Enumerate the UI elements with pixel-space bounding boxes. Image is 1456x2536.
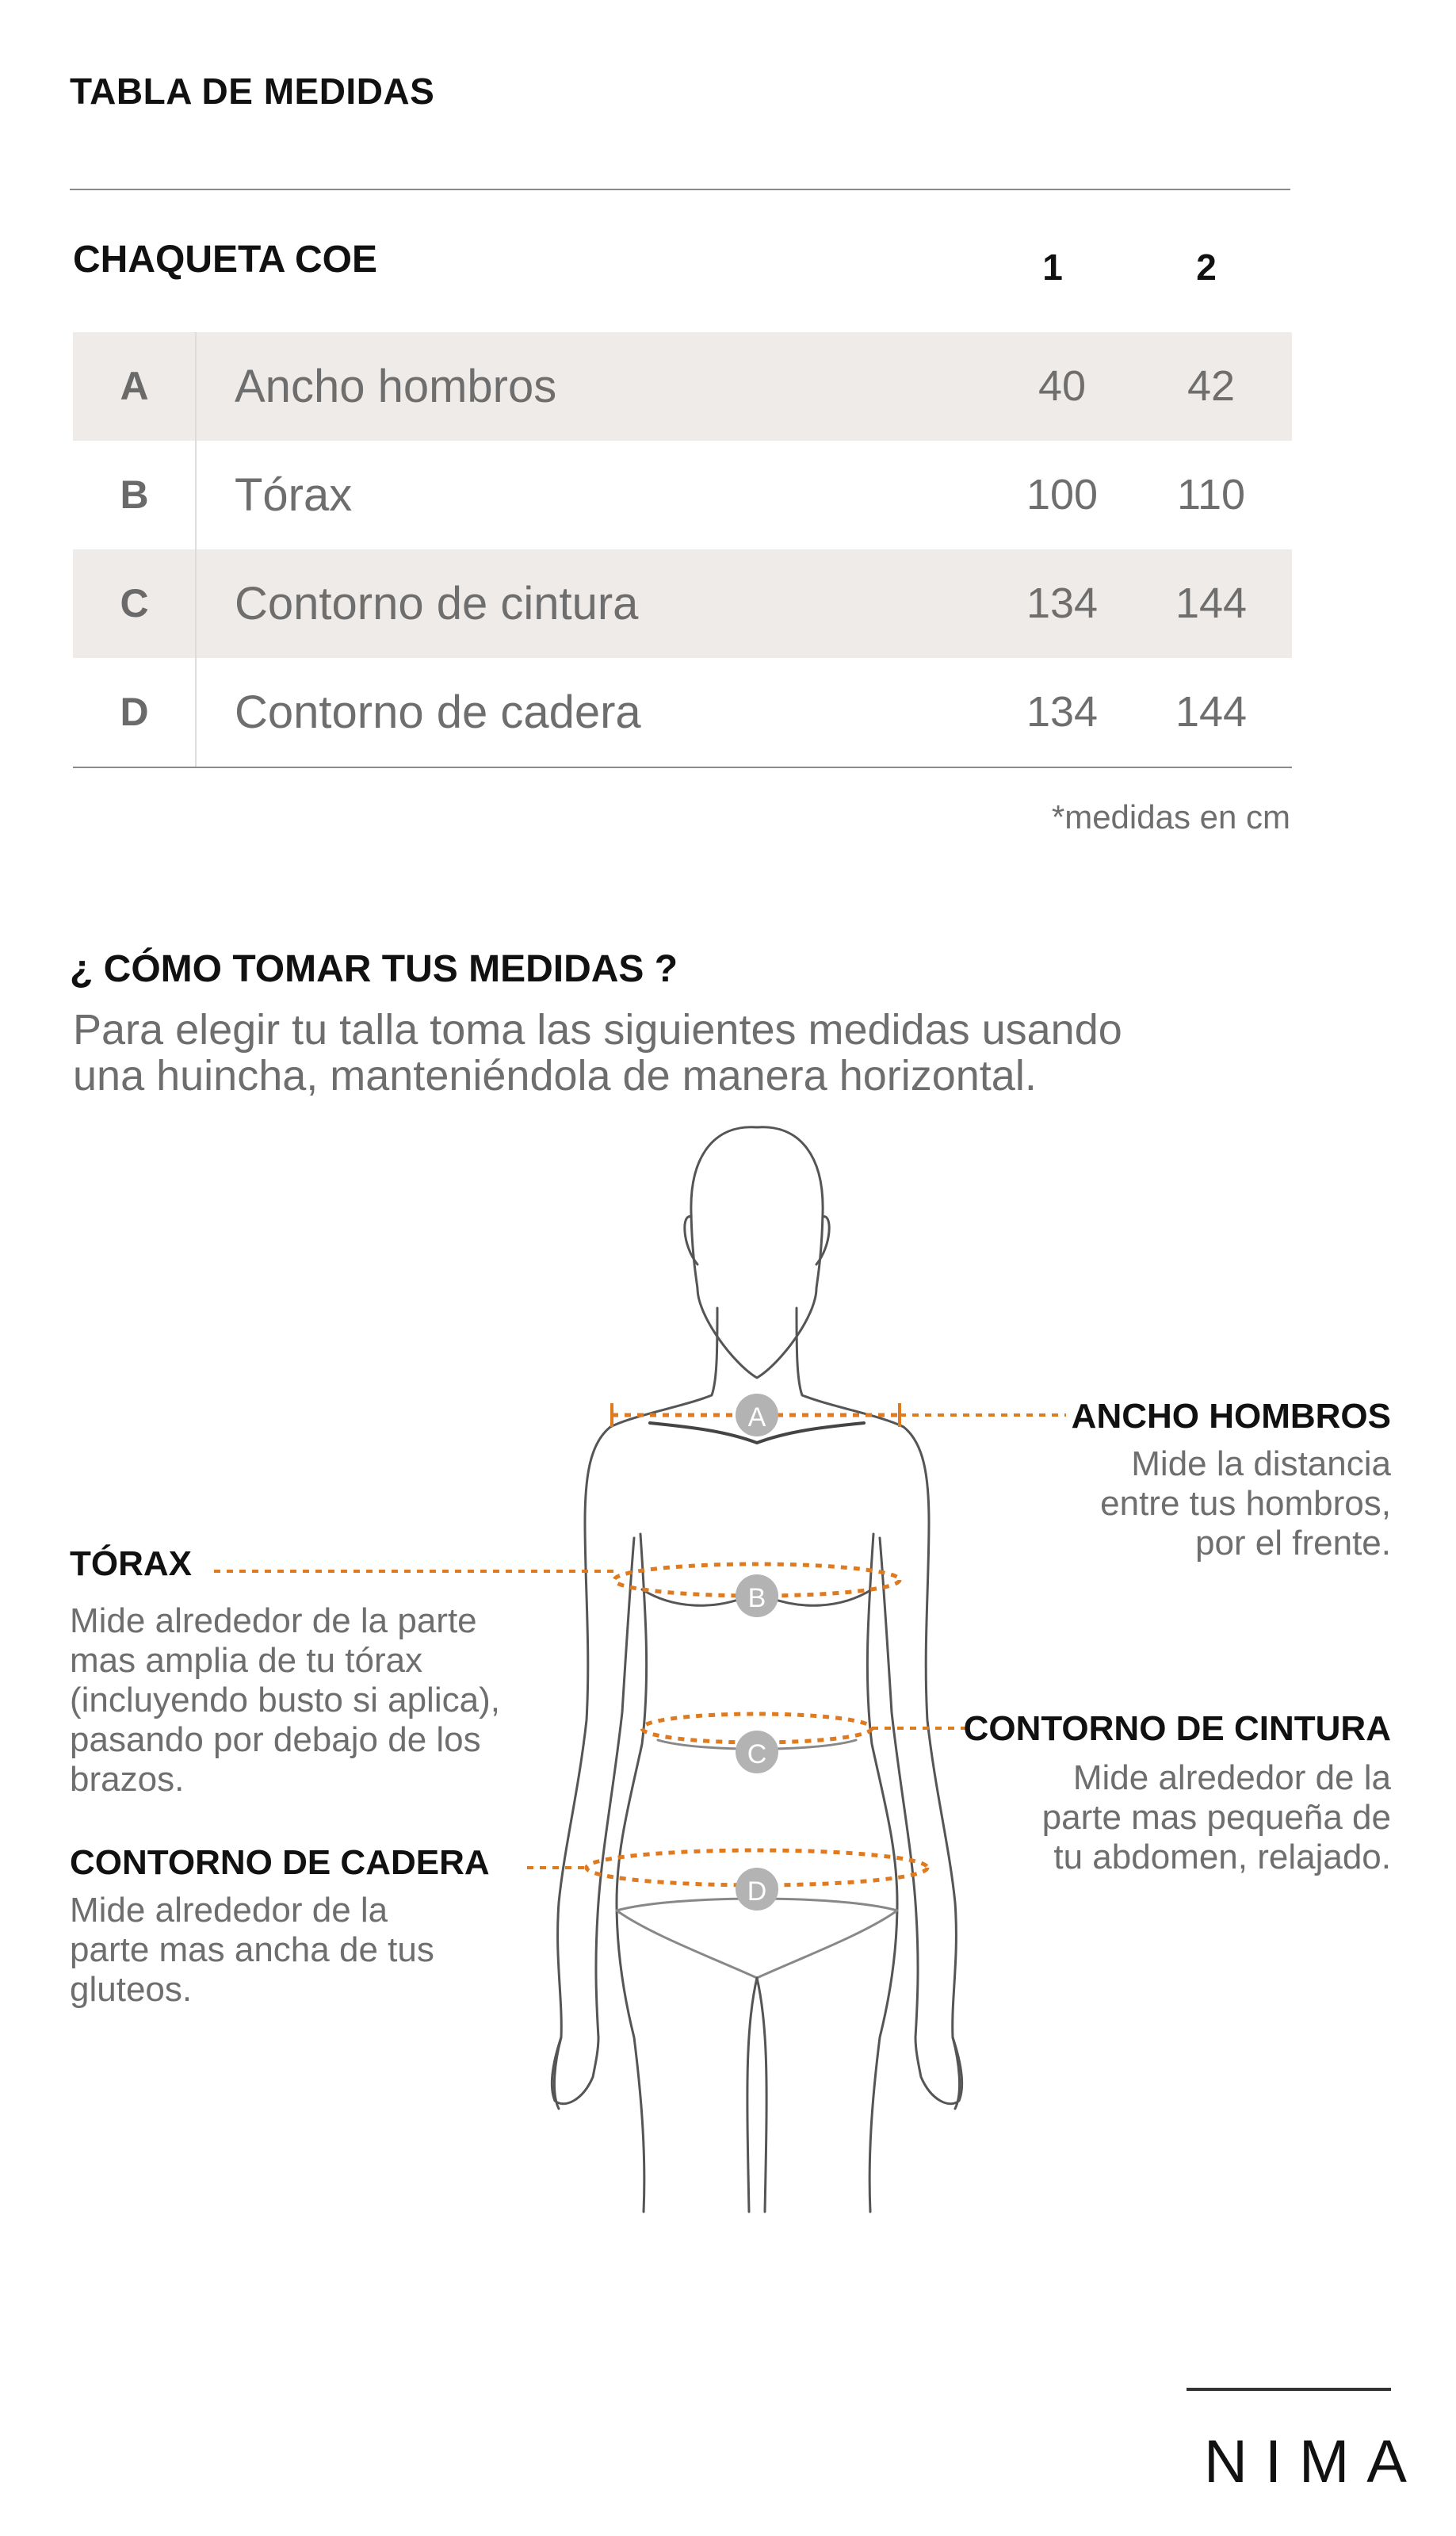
shoulders-label: ANCHO HOMBROS (1071, 1397, 1391, 1436)
description-line: pasando por debajo de los (70, 1720, 481, 1759)
row-name: Tórax (235, 469, 353, 521)
section-title: ¿ CÓMO TOMAR TUS MEDIDAS ? (70, 948, 678, 990)
row-value-size-1: 134 (1026, 688, 1099, 736)
description-line: por el frente. (1194, 1524, 1391, 1563)
description-line: entre tus hombros, (1100, 1484, 1391, 1523)
description-line: tu abdomen, relajado. (1053, 1838, 1391, 1876)
marker-a (736, 1394, 778, 1436)
description-line: Mide alrededor de la parte (70, 1601, 477, 1640)
row-letter: D (120, 690, 149, 734)
intro-line: una huincha, manteniéndola de manera horizontal. (73, 1052, 1037, 1100)
row-value-size-2: 144 (1175, 579, 1248, 627)
description-line: Mide alrededor de la (70, 1891, 388, 1930)
product-name: CHAQUETA COE (73, 239, 377, 281)
description-line: Mide alrededor de la (1072, 1758, 1391, 1797)
shoulders-description (1100, 1444, 1391, 1563)
waist-description (1042, 1758, 1391, 1877)
marker-c (736, 1731, 778, 1773)
description-line: parte mas ancha de tus (70, 1930, 434, 1969)
intro-line: Para elegir tu talla toma las siguientes medidas usando (73, 1006, 1122, 1054)
row-letter: A (120, 364, 149, 408)
chest-label: TÓRAX (70, 1544, 192, 1583)
row-letter: C (120, 581, 149, 625)
body-outline (552, 1127, 961, 2212)
marker-b (736, 1574, 778, 1617)
row-name: Ancho hombros (235, 361, 557, 412)
svg-text:C: C (747, 1739, 767, 1769)
page-title: TABLA DE MEDIDAS (70, 71, 435, 112)
row-value-size-2: 144 (1175, 688, 1248, 736)
waist-label: CONTORNO DE CINTURA (963, 1709, 1391, 1748)
unit-note: *medidas en cm (1051, 798, 1290, 836)
hip-label: CONTORNO DE CADERA (70, 1843, 490, 1882)
row-value-size-1: 134 (1026, 579, 1099, 627)
row-name: Contorno de cintura (235, 578, 639, 629)
row-value-size-1: 40 (1038, 362, 1087, 410)
brand-logo: NIMA (1204, 2428, 1424, 2496)
row-value-size-2: 110 (1176, 471, 1246, 518)
description-line: brazos. (70, 1760, 185, 1799)
row-name: Contorno de cadera (235, 687, 641, 738)
description-line: gluteos. (70, 1970, 193, 2009)
row-value-size-2: 42 (1187, 362, 1236, 410)
logo-rule (1187, 2388, 1391, 2391)
hip-description (70, 1891, 434, 2010)
size-header-1: 1 (1042, 247, 1063, 288)
svg-text:B: B (747, 1583, 766, 1613)
description-line: mas amplia de tu tórax (70, 1641, 423, 1680)
svg-text:D: D (747, 1876, 767, 1907)
description-line: parte mas pequeña de (1041, 1798, 1391, 1837)
row-letter: B (120, 472, 149, 517)
row-value-size-1: 100 (1026, 471, 1099, 518)
marker-d (736, 1868, 778, 1911)
description-line: (incluyendo busto si aplica), (70, 1681, 500, 1719)
size-header-2: 2 (1196, 247, 1217, 288)
chest-description (70, 1601, 500, 1800)
svg-text:A: A (747, 1402, 766, 1432)
description-line: Mide la distancia (1131, 1444, 1391, 1483)
